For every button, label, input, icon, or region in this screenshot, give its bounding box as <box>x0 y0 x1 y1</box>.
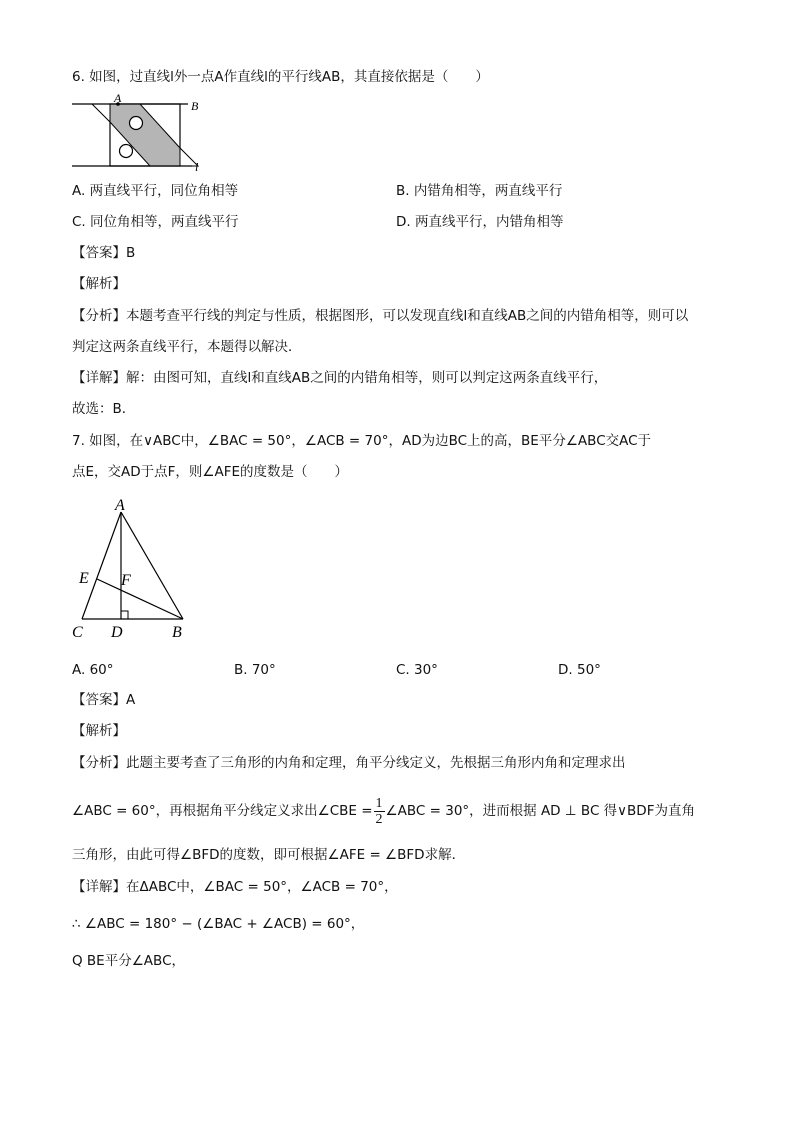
q7-fenxi-2-after: ∠ABC = 30°，进而根据 AD ⊥ BC 得∨BDF为直角 <box>385 803 695 819</box>
q7-fenxi-3: 三角形，由此可得∠BFD的度数，即可根据∠AFE = ∠BFD求解． <box>72 847 466 863</box>
q6-option-b: B. 内错角相等，两直线平行 <box>396 183 563 199</box>
q7-label-D: D <box>111 624 123 641</box>
q7-option-b: B. 70° <box>234 662 276 678</box>
q7-fraction-half <box>374 796 385 827</box>
q6-detail: 【详解】解：由图可知，直线l和直线AB之间的内错角相等，则可以判定这两条直线平行， <box>72 370 608 386</box>
q7-option-c: C. 30° <box>396 662 438 678</box>
q7-stem-2: 点E，交AD于点F，则∠AFE的度数是（ ） <box>72 464 349 480</box>
q6-analysis-heading: 【解析】 <box>72 276 126 292</box>
q7-figure <box>68 495 198 645</box>
q7-fraction-num: 1 <box>375 795 383 811</box>
q7-bisector-BE <box>97 579 183 619</box>
q6-hole-bottom <box>120 145 133 158</box>
q7-detail-1: 【详解】在ΔABC中，∠BAC = 50°，∠ACB = 70°， <box>72 879 398 895</box>
q6-option-a: A. 两直线平行，同位角相等 <box>72 183 239 199</box>
q7-side-AB <box>121 512 183 619</box>
q7-option-a: A. 60° <box>72 662 114 678</box>
q6-label-B: B <box>191 99 199 113</box>
q6-fenxi-2: 判定这两条直线平行，本题得以解决． <box>72 339 302 355</box>
q7-fenxi-2 <box>72 795 695 827</box>
q7-fenxi-1: 【分析】此题主要考查了三角形的内角和定理，角平分线定义，先根据三角形内角和定理求出 <box>72 755 626 771</box>
q7-detail-2: ∴ ∠ABC = 180° − (∠BAC + ∠ACB) = 60°， <box>72 916 365 932</box>
q7-fraction-den: 2 <box>375 811 383 827</box>
q6-hole-top <box>130 117 143 130</box>
q6-left-tri <box>92 104 110 122</box>
q6-label-A: A <box>114 92 122 105</box>
q7-stem-1: 7. 如图，在∨ABC中，∠BAC = 50°，∠ACB = 70°，AD为边BC上的高，BE平分∠ABC交AC于 <box>72 433 652 449</box>
q7-label-C: C <box>72 624 83 641</box>
q6-label-l: l <box>195 160 199 172</box>
q6-option-c: C. 同位角相等，两直线平行 <box>72 214 239 230</box>
q6-figure <box>70 92 210 172</box>
q7-option-d: D. 50° <box>558 662 601 678</box>
q6-stem: 6. 如图，过直线l外一点A作直线l的平行线AB，其直接依据是（ ） <box>72 69 489 85</box>
q7-label-B: B <box>172 624 182 641</box>
q7-fenxi-2-before: ∠ABC = 60°，再根据角平分线定义求出∠CBE = <box>72 803 373 819</box>
q7-detail-3: Q BE平分∠ABC， <box>72 953 185 969</box>
q6-choice: 故选：B． <box>72 401 136 417</box>
q7-answer: 【答案】A <box>72 692 136 708</box>
q7-label-A: A <box>115 497 125 514</box>
q6-option-d: D. 两直线平行，内错角相等 <box>396 214 564 230</box>
q7-label-E: E <box>79 570 89 587</box>
q6-fenxi-1: 【分析】本题考查平行线的判定与性质，根据图形，可以发现直线l和直线AB之间的内错角相等，则可以 <box>72 308 689 324</box>
q7-analysis-heading: 【解析】 <box>72 723 126 739</box>
q7-side-AC <box>82 512 121 619</box>
q7-right-angle-mark <box>121 611 128 619</box>
q6-answer: 【答案】B <box>72 245 136 261</box>
q7-label-F: F <box>121 572 131 589</box>
